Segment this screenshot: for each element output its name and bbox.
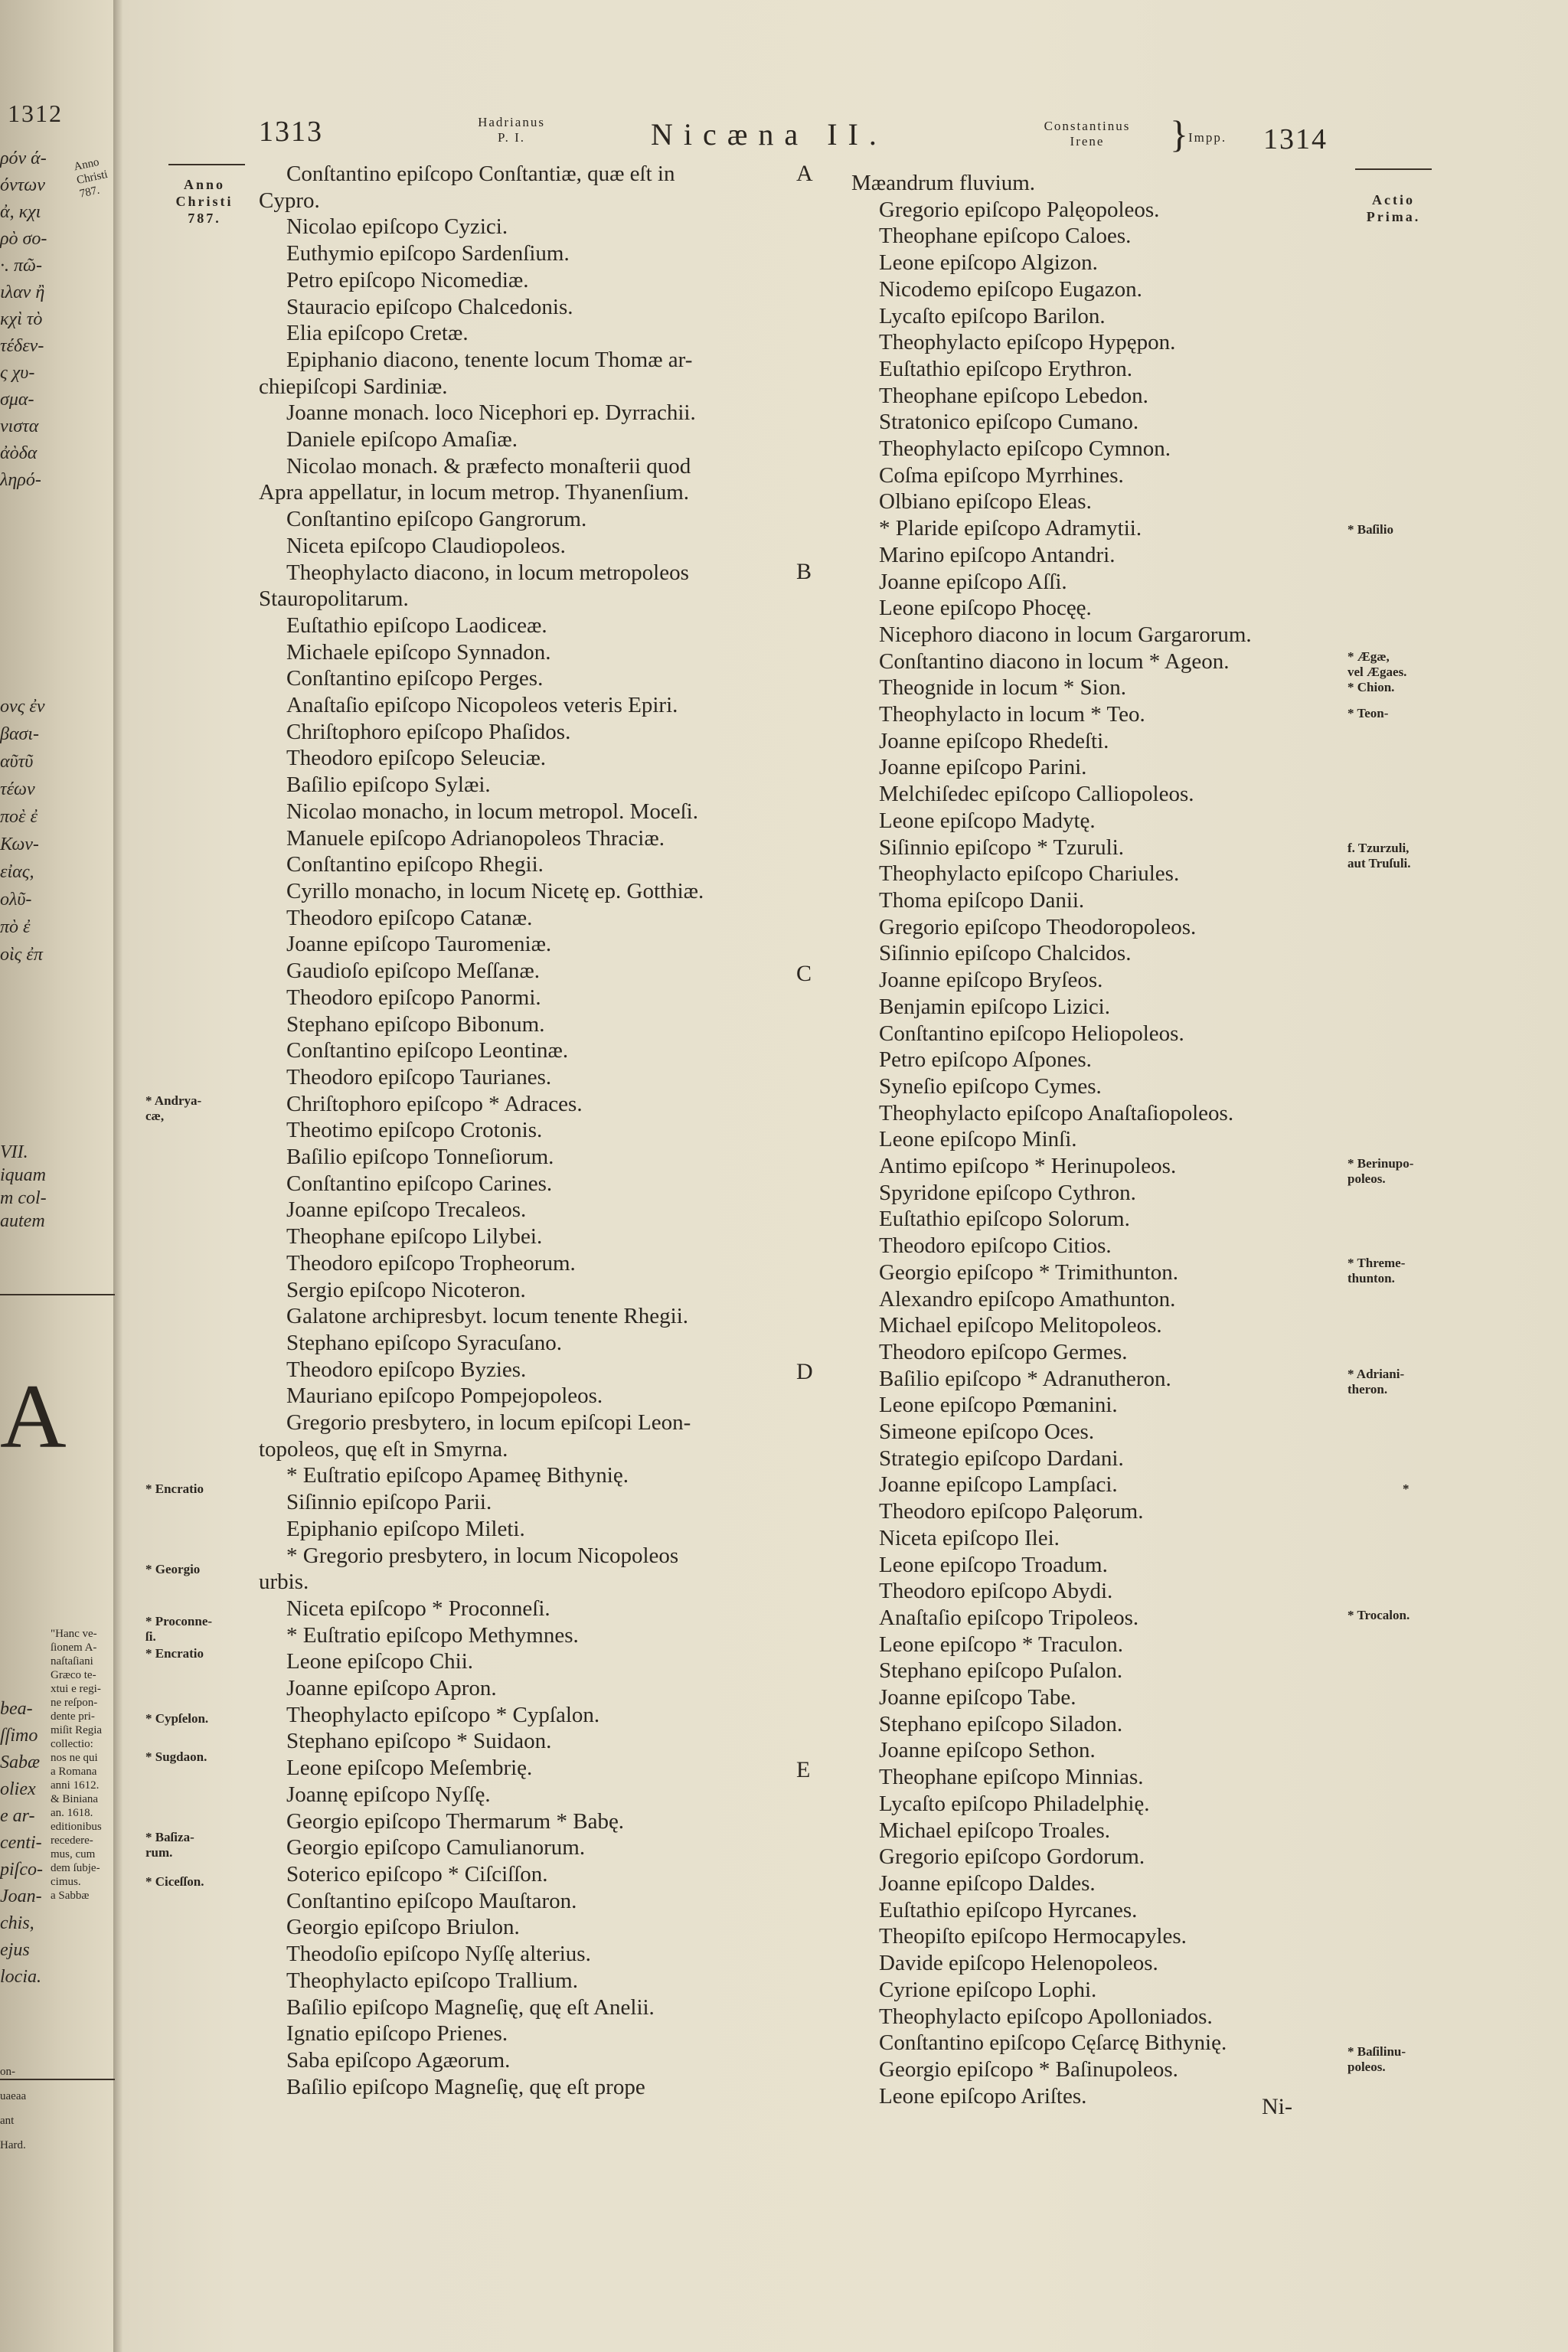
text-line: Olbiano epiſcopo Eleas. (879, 489, 1092, 514)
margin-note-line: * Adriani- (1348, 1367, 1405, 1381)
text-line: Gregorio epiſcopo Theodoropoleos. (879, 914, 1197, 939)
page-number-left: 1313 (259, 116, 323, 148)
margin-note-line: cæ, (145, 1109, 165, 1123)
edge-text-line: ποὲ ἐ (0, 807, 38, 827)
margin-note-line: * Trocalon. (1348, 1608, 1410, 1622)
text-line: Conſtantino epiſcopo Heliopoleos. (879, 1021, 1184, 1046)
text-line: Epiphanio epiſcopo Mileti. (286, 1516, 525, 1541)
text-line: Theopiſto epiſcopo Hermocapyles. (879, 1924, 1187, 1949)
left-margin-note (145, 1562, 245, 1577)
right-margin-note (1348, 1608, 1462, 1623)
text-line: Antimo epiſcopo * Herinupoleos. (879, 1154, 1177, 1179)
text-line: Conſtantino epiſcopo Conſtantiæ, quæ eſt in (286, 162, 675, 186)
edge-text-line: anni 1612. (51, 1779, 100, 1792)
text-line: Benjamin epiſcopo Lizici. (879, 994, 1110, 1019)
edge-text-line: chis, (0, 1913, 34, 1933)
left-margin-note (145, 1093, 245, 1124)
text-line: Manuele epiſcopo Adrianopoleos Thraciæ. (286, 825, 665, 851)
text-line: Theodoſio epiſcopo Nyſſę alterius. (286, 1942, 591, 1967)
text-line: urbis. (259, 1570, 309, 1595)
text-line: Anaſtaſio epiſcopo Tripoleos. (879, 1605, 1139, 1630)
text-line: Stauropolitarum. (259, 586, 409, 612)
text-line: Theophane epiſcopo Minnias. (879, 1765, 1144, 1790)
edge-text-line: τέων (0, 779, 35, 799)
actio-line: Actio (1372, 192, 1415, 207)
left-page-edge (0, 0, 122, 2352)
edge-text-line: recedere- (51, 1834, 93, 1847)
text-line: Joanne epiſcopo Sethon. (879, 1738, 1096, 1763)
left-page-bottom (0, 2060, 26, 2158)
left-margin-note (145, 1749, 245, 1765)
header-left-title (450, 115, 573, 145)
text-line: Leone epiſcopo Minſi. (879, 1127, 1077, 1152)
left-page-notes (51, 1627, 102, 1903)
edge-text-line: οὶς ἐπ (0, 945, 43, 965)
margin-note-line: * Baſilio (1348, 522, 1393, 537)
text-line: Theophylacto epiſcopo Anaſtaſiopoleos. (879, 1100, 1234, 1125)
text-line: Joanne epiſcopo Apron. (286, 1676, 497, 1701)
margin-note-line: * Proconne- (145, 1614, 213, 1628)
text-line: Joanne epiſcopo Bryſeos. (879, 968, 1103, 993)
edge-text-line: VII. (0, 1142, 28, 1162)
text-line: * Euſtratio epiſcopo Apameę Bithynię. (286, 1463, 629, 1488)
text-line: Ignatio epiſcopo Prienes. (286, 2021, 508, 2047)
text-line: * Plaride epiſcopo Adramytii. (879, 516, 1142, 541)
text-line: Theophylacto in locum * Teo. (879, 702, 1145, 727)
text-line: Leone epiſcopo * Traculon. (879, 1632, 1123, 1657)
margin-note-line: * Baſilinu- (1348, 2044, 1406, 2059)
edge-text-line: piſco- (0, 1860, 43, 1880)
text-line: * Euſtratio epiſcopo Methymnes. (286, 1622, 579, 1648)
text-line: Nicolao monach. & præfecto monaſterii quod (286, 453, 691, 479)
text-line: Petro epiſcopo Aſpones. (879, 1047, 1092, 1073)
edge-text-line: uaeaa (0, 2090, 27, 2102)
right-margin-note (1348, 1367, 1462, 1397)
left-page-initial: A (0, 1365, 67, 1467)
text-line: Spyridone epiſcopo Cythron. (879, 1180, 1136, 1205)
edge-text-line: Anno (73, 155, 100, 174)
text-line: Baſilio epiſcopo Tonneſiorum. (286, 1145, 554, 1170)
left-page-greek-mid (0, 693, 45, 969)
edge-text-line: Christi (75, 168, 109, 188)
text-line: Conſtantino epiſcopo Carines. (286, 1171, 553, 1196)
text-line: Stephano epiſcopo Bibonum. (286, 1011, 545, 1037)
margin-note-line: * (1403, 1481, 1410, 1496)
edge-text-line: ονς ἐν (0, 697, 45, 717)
text-line: Michael epiſcopo Melitopoleos. (879, 1313, 1162, 1338)
text-line: Euſtathio epiſcopo Erythron. (879, 356, 1133, 381)
text-line: Baſilio epiſcopo * Adranutheron. (879, 1366, 1171, 1391)
text-line: Baſilio epiſcopo Magneſię, quę eſt Anelii. (286, 1994, 655, 2020)
left-margin-note (145, 1481, 245, 1497)
header-brace: } (1170, 113, 1188, 155)
edge-text-line: ς χυ- (0, 363, 35, 383)
text-line: Stephano epiſcopo Siladon. (879, 1711, 1123, 1736)
text-line: Joanne epiſcopo Aſſi. (879, 569, 1067, 594)
text-line: Theognide in locum * Sion. (879, 675, 1126, 701)
text-line: Thoma epiſcopo Danii. (879, 887, 1085, 913)
text-line: Nicolao epiſcopo Cyzici. (286, 214, 508, 240)
text-line: Leone epiſcopo Pœmanini. (879, 1393, 1118, 1418)
margin-note-line: aut Truſuli. (1348, 856, 1411, 871)
left-page-fragment (0, 1141, 47, 1233)
anno-line: Christi (175, 194, 234, 209)
margin-note-line: * Teon- (1348, 706, 1389, 720)
text-line: Conſtantino diacono in locum * Ageon. (879, 648, 1230, 674)
edge-text-line: dente pri- (51, 1710, 95, 1723)
header-impp: Impp. (1188, 130, 1227, 145)
text-line: Sergio epiſcopo Nicoteron. (286, 1277, 526, 1302)
text-line: Joanne epiſcopo Trecaleos. (286, 1197, 527, 1223)
edge-text-line: a Romana (51, 1766, 97, 1778)
edge-text-line: ρόν ά- (0, 149, 47, 168)
text-line: Leone epiſcopo Algizon. (879, 250, 1098, 276)
text-line: Stauracio epiſcopo Chalcedonis. (286, 294, 573, 319)
edge-text-line: ne reſpon- (51, 1697, 98, 1709)
text-line: Joanne epiſcopo Rhedeſti. (879, 728, 1109, 753)
text-line: Siſinnio epiſcopo Parii. (286, 1490, 492, 1515)
anno-christi-note (162, 176, 247, 227)
text-line: Davide epiſcopo Helenopoleos. (879, 1951, 1158, 1976)
text-line: Gregorio epiſcopo Palęopoleos. (879, 197, 1160, 222)
edge-text-line: πὸ ἐ (0, 917, 31, 937)
text-line: Conſtantino epiſcopo Cęſarcę Bithynię. (879, 2030, 1227, 2056)
edge-text-line: αῦτῦ (0, 752, 34, 772)
text-line: Stratonico epiſcopo Cumano. (879, 410, 1139, 435)
text-line: Daniele epiſcopo Amaſiæ. (286, 427, 518, 452)
edge-text-line: ἀ, κχι (0, 202, 41, 222)
edge-text-line: Hard. (0, 2139, 26, 2151)
text-line: Melchiſedec epiſcopo Calliopoleos. (879, 782, 1194, 807)
text-line: Michaele epiſcopo Synnadon. (286, 639, 551, 665)
text-line: Niceta epiſcopo Claudiopoleos. (286, 533, 566, 558)
text-line: Conſtantino epiſcopo Gangrorum. (286, 507, 587, 532)
text-line: Euſtathio epiſcopo Laodiceæ. (286, 612, 547, 638)
header-right-title-top: Constantinus (1044, 119, 1131, 133)
edge-text-line: naſtaſiani (51, 1655, 93, 1668)
edge-text-line: xtui e regi- (51, 1683, 101, 1695)
margin-note-line: * Andrya- (145, 1093, 202, 1108)
actio-line: Prima. (1366, 209, 1421, 224)
edge-text-line: κχὶ τὸ (0, 309, 43, 329)
edge-text-line: centi- (0, 1833, 42, 1853)
text-line: Conſtantino epiſcopo Rhegii. (286, 852, 544, 877)
margin-note-line: * Encratio (145, 1481, 204, 1496)
text-line: Niceta epiſcopo * Proconneſi. (286, 1596, 550, 1621)
text-line: Theodoro epiſcopo Catanæ. (286, 905, 533, 930)
edge-text-line: bea- (0, 1699, 33, 1719)
section-letter: E (796, 1757, 811, 1782)
left-page-divider (0, 1294, 115, 1295)
text-line: Theophylacto epiſcopo Apolloniados. (879, 2004, 1213, 2029)
text-line: Elia epiſcopo Cretæ. (286, 321, 469, 346)
margin-note-line: vel Ægaes. (1348, 665, 1407, 679)
left-margin-note (145, 1646, 245, 1661)
section-letter: C (796, 961, 812, 986)
edge-text-line: an. 1618. (51, 1807, 93, 1819)
edge-text-line: ſionem A- (51, 1642, 97, 1654)
edge-text-line: σμα- (0, 390, 34, 410)
edge-text-line: autem (0, 1211, 45, 1231)
left-page-latin (0, 1696, 43, 1991)
right-margin-note (1348, 1256, 1462, 1286)
header-right-title-bottom: Irene (1070, 134, 1105, 149)
text-line: Gregorio presbytero, in locum epiſcopi Leon- (286, 1410, 691, 1436)
text-line: Leone epiſcopo Meſembrię. (286, 1756, 533, 1781)
margin-note-line: poleos. (1348, 1171, 1386, 1186)
text-line: Syneſio epiſcopo Cymes. (879, 1073, 1102, 1099)
edge-text-line: a Sabbæ (51, 1890, 90, 1902)
edge-text-line: "Hanc ve- (51, 1628, 97, 1640)
edge-text-line: ant (0, 2115, 15, 2127)
margin-note-line: * Baſiza- (145, 1830, 194, 1844)
text-line: Theodoro epiſcopo Panormi. (286, 985, 541, 1010)
text-line: Leone epiſcopo Ariſtes. (879, 2083, 1087, 2109)
text-line: * Gregorio presbytero, in locum Nicopoleos (286, 1543, 679, 1568)
text-line: Cypro. (259, 188, 320, 213)
text-line: Cyrione epiſcopo Lophi. (879, 1977, 1097, 2002)
edge-text-line: Græco te- (51, 1669, 96, 1681)
text-line: Joanne epiſcopo Daldes. (879, 1871, 1096, 1896)
anno-line: 787. (188, 211, 221, 226)
edge-text-line: nos ne qui (51, 1752, 98, 1764)
edge-text-line: ληρό- (0, 470, 41, 490)
edge-text-line: εἰας, (0, 862, 34, 882)
text-line: Theophylacto epiſcopo Trallium. (286, 1968, 578, 1993)
text-line: Leone epiſcopo Troadum. (879, 1552, 1108, 1577)
text-line: Joanne epiſcopo Lampſaci. (879, 1472, 1118, 1498)
text-line: Joanne epiſcopo Parini. (879, 755, 1087, 780)
header-left-title-top: Hadrianus (478, 115, 545, 129)
right-margin-note (1348, 649, 1462, 695)
text-line: Conſtantino epiſcopo Perges. (286, 666, 544, 691)
text-line: Simeone epiſcopo Oces. (879, 1419, 1095, 1445)
margin-note-line: rum. (145, 1845, 173, 1860)
text-line: Stephano epiſcopo Syracuſano. (286, 1330, 562, 1355)
text-line: Theophylacto epiſcopo * Cypſalon. (286, 1702, 600, 1727)
edge-text-line: ἀὸδα (0, 443, 38, 463)
left-page-number: 1312 (8, 100, 63, 127)
section-letter: B (796, 559, 812, 584)
text-line: Theotimo epiſcopo Crotonis. (286, 1118, 543, 1143)
text-line: Theodoro epiſcopo Germes. (879, 1339, 1128, 1364)
edge-text-line: collectio: (51, 1738, 93, 1750)
text-line: Georgio epiſcopo Thermarum * Babę. (286, 1808, 625, 1834)
edge-text-line: iquam (0, 1165, 46, 1185)
right-margin-note (1348, 841, 1462, 871)
text-line: Baſilio epiſcopo Sylæi. (286, 773, 491, 798)
margin-note-line: * Georgio (145, 1562, 201, 1576)
running-title: Nicæna II. (651, 117, 887, 152)
margin-note-line: * Ægæ, (1348, 649, 1390, 664)
text-line: Theophane epiſcopo Caloes. (879, 224, 1132, 249)
text-line: Conſtantino epiſcopo Leontinæ. (286, 1038, 569, 1063)
text-line: Nicephoro diacono in locum Gargarorum. (879, 622, 1252, 647)
text-line: Niceta epiſcopo Ilei. (879, 1525, 1060, 1550)
text-line: Euſtathio epiſcopo Hyrcanes. (879, 1897, 1138, 1922)
text-line: Leone epiſcopo Chii. (286, 1649, 474, 1674)
edge-text-line: ολῦ- (0, 890, 32, 910)
edge-text-line: mus, cum (51, 1848, 96, 1860)
edge-text-line: Sabæ (0, 1753, 41, 1772)
text-line: Gaudioſo epiſcopo Meſſanæ. (286, 959, 541, 984)
edge-text-line: όντων (0, 175, 45, 195)
left-page-anno (73, 154, 112, 201)
margin-note-line: * Ciceſſon. (145, 1874, 204, 1889)
edge-text-line: ejus (0, 1940, 30, 1960)
right-column (851, 170, 1252, 2109)
text-line: Lycaſto epiſcopo Barilon. (879, 303, 1106, 328)
edge-text-line: ρὸ σο- (0, 229, 47, 249)
text-line: Baſilio epiſcopo Magneſię, quę eſt prope (286, 2074, 645, 2099)
margin-note-line: theron. (1348, 1382, 1388, 1396)
edge-text-line: βασι- (0, 724, 40, 744)
margin-note-line: ſi. (145, 1629, 156, 1644)
edge-text-line: miſit Regia (51, 1724, 103, 1736)
text-line: chiepiſcopi Sardiniæ. (259, 374, 448, 399)
margin-note-line: * Sugdaon. (145, 1749, 207, 1764)
text-line: Theodoro epiſcopo Byzies. (286, 1357, 527, 1382)
edge-text-line: 787. (78, 184, 101, 201)
text-line: Theophane epiſcopo Lebedon. (879, 383, 1148, 408)
right-margin-note (1348, 2044, 1462, 2075)
text-line: Georgio epiſcopo * Trimithunton. (879, 1259, 1178, 1285)
left-margin-note (145, 1711, 245, 1726)
section-letter: D (796, 1359, 813, 1384)
text-line: Anaſtaſio epiſcopo Nicopoleos veteris Epiri. (286, 693, 678, 718)
text-line: topoleos, quę eſt in Smyrna. (259, 1436, 508, 1462)
text-line: Theodoro epiſcopo Tropheorum. (286, 1250, 576, 1276)
text-line: Leone epiſcopo Madytę. (879, 808, 1096, 833)
edge-text-line: locia. (0, 1967, 41, 1987)
right-margin-note (1403, 1481, 1517, 1497)
text-line: Euſtathio epiſcopo Solorum. (879, 1207, 1130, 1232)
edge-text-line: ιλαν ἢ (0, 283, 45, 302)
catchword: Ni- (1262, 2094, 1292, 2119)
text-line: Nicolao monacho, in locum metropol. Moceſi. (286, 799, 698, 824)
text-line: Siſinnio epiſcopo Chalcidos. (879, 941, 1132, 966)
text-line: Mauriano epiſcopo Pompejopoleos. (286, 1383, 603, 1409)
text-line: Strategio epiſcopo Dardani. (879, 1446, 1124, 1471)
text-line: Michael epiſcopo Troales. (879, 1818, 1111, 1843)
right-margin-note (1348, 1156, 1462, 1187)
text-line: Marino epiſcopo Antandri. (879, 542, 1116, 567)
text-line: Alexandro epiſcopo Amathunton. (879, 1286, 1176, 1312)
edge-text-line: ·. πῶ- (0, 256, 42, 276)
margin-note-line: * Berinupo- (1348, 1156, 1414, 1171)
edge-text-line: on- (0, 2066, 15, 2078)
margin-note-line: * Encratio (145, 1646, 204, 1661)
main-page (122, 0, 1568, 2352)
header-left-title-bottom: P. I. (498, 130, 525, 145)
text-line: Theodoro epiſcopo Abydi. (879, 1579, 1113, 1604)
text-line: Joanne monach. loco Nicephori ep. Dyrrachii. (286, 400, 696, 426)
margin-note-line: * Threme- (1348, 1256, 1406, 1270)
text-line: Lycaſto epiſcopo Philadelphię. (879, 1791, 1150, 1816)
right-margin-note (1348, 706, 1462, 721)
text-line: Saba epiſcopo Agæorum. (286, 2047, 511, 2073)
text-line: Galatone archipresbyt. locum tenente Rhegii. (286, 1304, 689, 1329)
left-margin-note (145, 1874, 245, 1890)
left-column (259, 161, 704, 2100)
left-page-greek-top (0, 145, 47, 494)
section-letter: A (796, 161, 813, 186)
right-margin-note (1348, 522, 1462, 537)
text-line: Georgio epiſcopo Camulianorum. (286, 1835, 586, 1860)
text-line: Theophane epiſcopo Lilybei. (286, 1224, 543, 1250)
header-right-title (1011, 119, 1164, 149)
text-line: Apra appellatur, in locum metrop. Thyanenſium. (259, 480, 690, 505)
right-margin-rule (1355, 168, 1432, 170)
text-line: Theodoro epiſcopo Palęorum. (879, 1499, 1144, 1524)
text-line: Epiphanio diacono, tenente locum Thomæ ar- (286, 347, 693, 372)
margin-note-line: * Cypſelon. (145, 1711, 209, 1726)
left-margin-rule (168, 164, 245, 165)
actio-prima-note (1348, 191, 1439, 225)
text-line: Nicodemo epiſcopo Eugazon. (879, 276, 1142, 302)
edge-text-line: & Biniana (51, 1793, 99, 1805)
edge-text-line: oliex (0, 1779, 36, 1799)
text-line: Siſinnio epiſcopo * Tzuruli. (879, 835, 1125, 860)
text-line: Joannę epiſcopo Nyſſę. (286, 1782, 491, 1807)
margin-note-line: f. Tzurzuli, (1348, 841, 1410, 855)
edge-text-line: e ar- (0, 1806, 35, 1826)
edge-text-line: τέδεν- (0, 336, 44, 356)
text-line: Euthymio epiſcopo Sardenſium. (286, 241, 570, 266)
edge-text-line: νιστα (0, 416, 39, 436)
text-line: Petro epiſcopo Nicomediæ. (286, 267, 529, 292)
margin-note-line: poleos. (1348, 2060, 1386, 2074)
text-line: Theodoro epiſcopo Seleuciæ. (286, 746, 547, 771)
edge-text-line: Joan- (0, 1886, 42, 1906)
margin-note-line: thunton. (1348, 1271, 1395, 1285)
text-line: Coſma epiſcopo Myrrhines. (879, 462, 1124, 488)
text-line: Stephano epiſcopo * Suidaon. (286, 1729, 552, 1754)
text-line: Theophylacto epiſcopo Cymnon. (879, 436, 1171, 462)
anno-line: Anno (183, 177, 226, 192)
edge-text-line: Κων- (0, 835, 39, 854)
text-line: Chriſtophoro epiſcopo Phaſidos. (286, 719, 571, 744)
text-line: Theophylacto diacono, in locum metropoleos (286, 560, 689, 585)
text-line: Stephano epiſcopo Puſalon. (879, 1658, 1123, 1684)
text-line: Joanne epiſcopo Tabe. (879, 1685, 1076, 1710)
text-line: Chriſtophoro epiſcopo * Adraces. (286, 1091, 583, 1116)
text-line: Gregorio epiſcopo Gordorum. (879, 1844, 1145, 1870)
edge-text-line: m col- (0, 1188, 47, 1208)
left-margin-note (145, 1830, 245, 1860)
text-line: Theophylacto epiſcopo Chariules. (879, 861, 1180, 887)
text-line: Georgio epiſcopo * Baſinupoleos. (879, 2056, 1178, 2082)
text-line: Cyrillo monacho, in locum Nicetę ep. Gotthiæ. (286, 878, 704, 903)
left-margin-note (145, 1614, 245, 1645)
edge-text-line: ſſimo (0, 1726, 38, 1746)
page-number-right: 1314 (1263, 123, 1328, 155)
text-line: Theodoro epiſcopo Citios. (879, 1233, 1112, 1259)
text-line: Conſtantino epiſcopo Mauſtaron. (286, 1888, 577, 1913)
edge-text-line: editionibus (51, 1821, 102, 1833)
text-line: Theodoro epiſcopo Taurianes. (286, 1064, 552, 1089)
edge-text-line: dem ſubje- (51, 1862, 100, 1874)
text-line: Mæandrum fluvium. (851, 171, 1036, 195)
text-line: Georgio epiſcopo Briulon. (286, 1915, 520, 1940)
edge-text-line: cimus. (51, 1876, 81, 1888)
margin-note-line: * Chion. (1348, 680, 1395, 694)
text-line: Leone epiſcopo Phocęę. (879, 596, 1092, 621)
text-line: Theophylacto epiſcopo Hypępon. (879, 330, 1176, 355)
text-line: Soterico epiſcopo * Ciſciſſon. (286, 1862, 548, 1886)
text-line: Joanne epiſcopo Tauromeniæ. (286, 932, 552, 957)
